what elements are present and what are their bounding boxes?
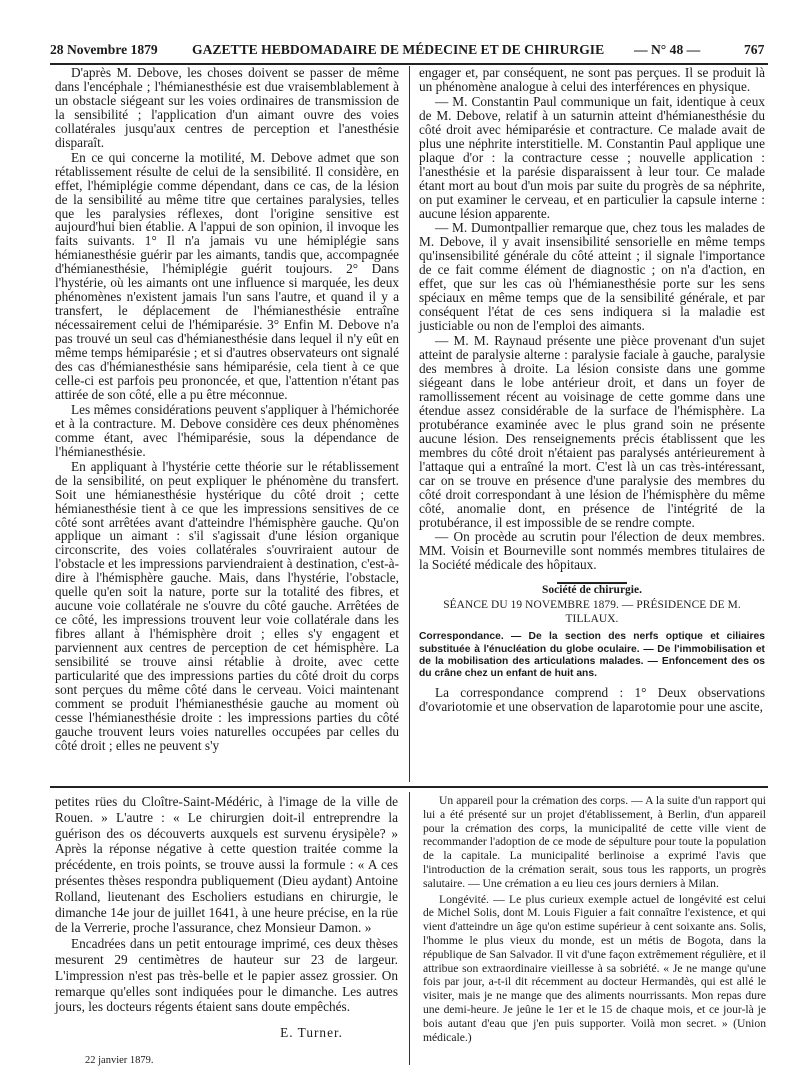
society-heading: Société de chirurgie. [542,584,642,597]
paragraph: En ce qui concerne la motilité, M. Debove admet que son rétablissement résulte de celui de la sensibilité. Il considère, en effet, l'hémiplégie comme dépendant, dans ce cas, de la lésion de la sensibilité au même titre que certaines paralysies, telles que les paralysies réflexes, dont l'origine sensitive est aujourd'hui bien établie. A l'appui de son opinion, il invoque les faits suivants. 1° Il n'a jamais vu une hémiplégie sans hémianesthésie guérir par les aimants, tandis que, accompagnée d'hémianesthésie, l'hémiplégie guérit toujours. 2° Dans l'hystérie, où les aimants ont une influence si marquée, les deux phénomènes n'existent jamais l'un sans l'autre, et quand il y a transfert, le déplacement de l'hémianesthésie entraîne nécessairement celui de l'hémiparésie. 3° Enfin M. Debove n'a pas trouvé un seul cas d'hémianesthésie dans lequel il n'y eût en même temps hémiparésie ; et si d'autres observateurs ont signalé des cas d'hémianesthésie sans hémiparésie, cela tient à ce que celle-ci est parfois peu prononcée, et que, l'attention n'étant pas attirée de son côté, elle a pu être méconnue. [55,149,399,402]
lower-left-column [55,794,398,1069]
paragraph: — M. Constantin Paul communique un fait, identique à ceux de M. Debove, relatif à un saturnin atteint d'hémianesthésie du côté droit avec hémiparésie et contracture. Ce malade avait de plus une néphrite interstitielle. M. Constantin Paul applique une plaque d'or : la contracture cesse ; nouvelle application : l'anesthésie et la parésie disparaissent à leur tour. Ce malade étant mort au bout d'un mois par suite du progrès de sa néphrite, on put examiner le cerveau, et en particulier la capsule interne : aucune lésion apparente. [419,93,765,221]
upper-left-column [55,66,399,754]
page-number: 767 [744,42,765,57]
paragraph: — M. Dumontpallier remarque que, chez tous les malades de M. Debove, il y avait insensibilité sensorielle en même temps qu'insensibilité générale du côté atteint ; il signale l'importance de ce fait comme élément de diagnostic ; on n'a d'action, en effet, que sur les cas où l'hémianesthésie porte sur les sens spéciaux en même temps que de la sensibilité générale, et par conséquent l'état de ces sens indiquera si la maladie est justiciable ou non de l'emploi des aimants. [419,220,765,334]
paragraph: — M. M. Raynaud présente une pièce provenant d'un sujet atteint de paralysie alterne : paralysie faciale à gauche, paralysie des membres à droite. La lésion consiste dans une gomme siégeant dans le lobe antérieur droit, et dans un foyer de ramollissement récent au voisinage de cette gomme dans une étendue assez considérable de la surface de l'hémisphère. La protubérance examinée avec le plus grand soin ne présente aucune lésion. Des renseignements précis établissent que les membres du côté droit n'étaient pas paralysés antérieurement à l'attaque qui a entraîné la mort. C'est là un cas très-intéressant, car on se trouve en présence d'une paralysie des membres du côté droit correspondant à une lésion de l'hémisphère du même côté, anomalie dont, en présence de l'intégrité de la protubérance, il est impossible de se rendre compte. [419,333,765,530]
session-summary: Correspondance. — De la section des nerfs optique et ciliaires substituée à l'énucléation du globe oculaire. — De l'immobilisation et de la mobilisation des articulations malades. — Enfoncement des os du crâne chez un enfant de huit ans. [419,631,765,680]
section-rule [50,786,768,788]
header-date: 28 Novembre 1879 [50,42,158,57]
lower-right-column [423,794,766,1046]
paragraph: engager et, par conséquent, ne sont pas perçues. Il se produit là un phénomène analogue à celui des interférences en physique. [419,65,765,94]
upper-right-column [419,66,765,715]
issue-number: — N° 48 — [634,42,701,57]
news-item-longevity: Longévité. — Le plus curieux exemple actuel de longévité est celui de Michel Solis, dont M. Louis Figuier a fait connaître l'existence, et qui vient d'atteindre un âge qu'on estime supérieur à cent soixante ans. Solis, l'homme le plus vieux du monde, est un métis de Bogota, dans la république de San Salvador. Il vit d'une façon extrêmement régulière, et il attribue son extraordinaire vieillesse à sa sobriété. « Je ne mange qu'une fois par jour, a-t-il dit récemment au docteur Hermandès, qui est allé le visiter, mais je ne mange que des aliments nourrissants. Mon repas dure une demi-heure. Je jeûne le 1er et le 15 de chaque mois, et ce jour-là je bois autant d'eau que j'en puis supporter. Voilà mon secret. » (Union médicale.) [423,892,766,1044]
paragraph: D'après M. Debove, les choses doivent se passer de même dans l'encéphale ; l'hémianesthésie est due vraisemblablement à un obstacle siégeant sur les voies ordinaires de transmission de la sensibilité ; l'application d'un aimant ouvre des voies collatérales jusqu'aux centres de perception et l'anesthésie disparaît. [55,65,399,150]
paragraph: La correspondance comprend : 1° Deux observations d'ovariotomie et une observation de laparotomie pour une ascite, [419,684,765,714]
article-date: 22 janvier 1879. [85,1054,154,1066]
session-line: SÉANCE DU 19 NOVEMBRE 1879. — PRÉSIDENCE DE M. TILLAUX. [443,599,741,626]
paragraph: En appliquant à l'hystérie cette théorie sur le rétablissement de la sensibilité, on peut expliquer le phénomène du transfert. Soit une hémianesthésie hystérique du côté droit ; cette hémianesthésie tient à ce que les impressions sensitives de ce côté sont arrêtées avant d'atteindre l'hémisphère gauche. Qu'on applique un aimant : s'il s'agissait d'une lésion organique circonscrite, des voies collatérales s'ouvriraient autour de l'obstacle et les impressions parviendraient à destination, c'est-à-dire à l'hémisphère gauche. Mais, dans l'hystérie, l'obstacle, quelle qu'en soit la nature, porte sur la totalité des fibres, et aucune voie collatérale ne s'ouvre du côté gauche. Arrêtées de ce côté, les impressions trouvent leur voie collatérale dans les fibres allant à l'hémisphère droit ; elles s'y engagent et parviennent aux centres de perception de cet hémisphère. La sensibilité se trouve ainsi rétablie à droite, avec cette particularité que des impressions parties du côté droit du corps sont perçues du même côté dans le cerveau. Voici maintenant comment se produit l'hémianesthésie gauche au moment où cesse l'hémianesthésie droite : les impressions parties du côté gauche trouvent leurs voies naturelles occupées par celles du côté droit ; elles ne peuvent s'y [55,458,399,753]
paragraph: petites rües du Cloître-Saint-Médéric, à l'image de la ville de Rouen. » L'autre : « Le chirurgien doit-il entreprendre la guérison des os découverts auxquels est survenu érysipèle? » Après la réponse négative à cette question traitée comme la précédente, en trois points, se trouve aussi la formule : « A ces présentes thèses respondra publiquement (Dieu aydant) Antoine Rolland, lieutenant des Escholiers estudians en chirurgie, le dimanche 14e jour de juillet 1641, à une heure précise, en la rüe de la Verrerie, proche l'assurance, chez Monsieur Damon. » [55,794,398,936]
paragraph: Les mêmes considérations peuvent s'appliquer à l'hémichorée et à la contracture. M. Debove considère ces deux phénomènes comme étant, avec l'hémiparésie, sous la dépendance de l'hémianesthésie. [55,401,399,459]
paragraph: — On procède au scrutin pour l'élection de deux membres. MM. Voisin et Bourneville sont nommés membres titulaires de la Société médicale des hôpitaux. [419,529,765,573]
author-signature: E. Turner. [280,1025,343,1041]
journal-title: GAZETTE HEBDOMADAIRE DE MÉDECINE ET DE CHIRURGIE [192,42,605,57]
news-item-cremation: Un appareil pour la crémation des corps. — A la suite d'un rapport qui lui a été présenté sur un projet d'établissement, à Berlin, d'un appareil pour la crémation des corps, la municipalité de cette ville vient de recommander l'adoption de ce mode de sépulture pour toute la population de la capitale. La municipalité berlinoise a exprimé l'avis que l'introduction de la crémation serait, sous tous les rapports, un progrès salutaire. — Une crémation a eu lieu ces jours derniers à Milan. [423,794,766,890]
running-header [50,38,768,64]
column-divider-lower [409,792,410,1065]
paragraph: Encadrées dans un petit entourage imprimé, ces deux thèses mesurent 29 centimètres de hauteur sur 23 de largeur. L'impression n'est pas très-belle et le papier assez grossier. On remarque qu'elles sont indiquées pour le dimanche. Les autres jours, les docteurs régents étaient sans doute empêchés. [55,936,398,1015]
column-divider-upper [409,66,410,782]
